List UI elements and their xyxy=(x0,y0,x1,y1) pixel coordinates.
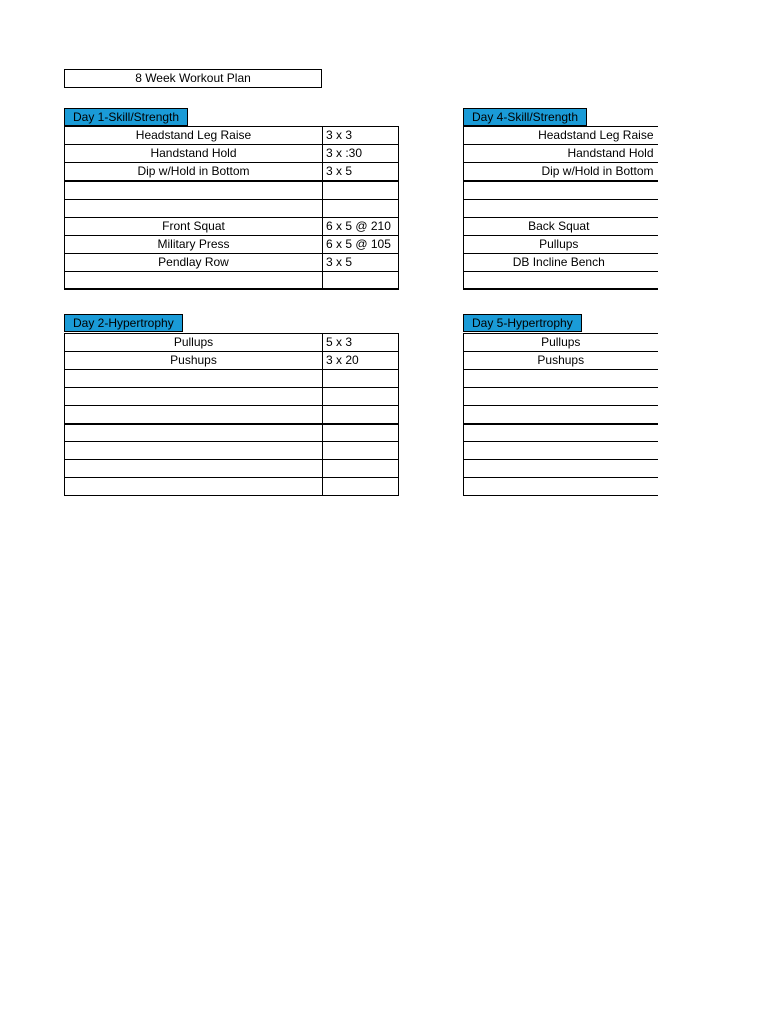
exercise-cell: Pullups xyxy=(464,334,658,352)
day-4-label: Day 4-Skill/Strength xyxy=(463,108,587,126)
table-row xyxy=(464,352,658,370)
table-row xyxy=(65,388,399,406)
table-row xyxy=(65,424,399,442)
table-row xyxy=(65,406,399,424)
table-row xyxy=(65,478,399,496)
table-row xyxy=(65,334,399,352)
table-row xyxy=(65,217,399,235)
exercise-cell xyxy=(65,370,323,388)
table-row xyxy=(65,145,399,163)
table-row xyxy=(464,478,658,496)
exercise-cell: Handstand Hold xyxy=(65,145,323,163)
sets-cell xyxy=(323,181,399,199)
exercise-cell: Front Squat xyxy=(65,217,323,235)
day-1-table xyxy=(64,126,399,290)
table-row xyxy=(65,235,399,253)
sets-cell: 6 x 5 @ 210 xyxy=(323,217,399,235)
sets-cell: 3 x 20 xyxy=(323,352,399,370)
plan-title: 8 Week Workout Plan xyxy=(64,69,322,88)
table-row xyxy=(65,442,399,460)
sets-cell: 3 x 5 xyxy=(323,163,399,182)
exercise-cell xyxy=(464,388,658,406)
table-row xyxy=(464,406,658,424)
table-row xyxy=(65,181,399,199)
table-row xyxy=(65,127,399,145)
exercise-cell xyxy=(464,442,658,460)
exercise-cell: Military Press xyxy=(65,235,323,253)
table-row xyxy=(464,199,658,217)
table-row xyxy=(65,163,399,182)
table-row xyxy=(464,334,658,352)
exercise-cell: Pullups xyxy=(464,235,658,253)
table-row xyxy=(65,199,399,217)
day-2-table xyxy=(64,333,399,496)
table-row xyxy=(464,460,658,478)
sets-cell xyxy=(323,388,399,406)
exercise-cell: Pendlay Row xyxy=(65,253,323,271)
table-row xyxy=(65,370,399,388)
exercise-cell xyxy=(464,271,658,289)
table-row xyxy=(464,163,658,182)
exercise-cell xyxy=(65,388,323,406)
exercise-cell xyxy=(464,460,658,478)
exercise-cell xyxy=(464,424,658,442)
exercise-cell: Back Squat xyxy=(464,217,658,235)
table-row xyxy=(464,253,658,271)
table-row xyxy=(65,271,399,289)
sets-cell xyxy=(323,478,399,496)
table-row xyxy=(464,181,658,199)
sets-cell: 3 x 5 xyxy=(323,253,399,271)
sets-cell: 6 x 5 @ 105 xyxy=(323,235,399,253)
sets-cell: 3 x 3 xyxy=(323,127,399,145)
day-1-label: Day 1-Skill/Strength xyxy=(64,108,188,126)
exercise-cell: Pushups xyxy=(464,352,658,370)
sets-cell xyxy=(323,424,399,442)
day-2-label: Day 2-Hypertrophy xyxy=(64,314,183,332)
exercise-cell: Handstand Hold xyxy=(464,145,658,163)
table-row xyxy=(464,442,658,460)
day-5-table xyxy=(463,333,658,496)
exercise-cell xyxy=(65,442,323,460)
exercise-cell xyxy=(65,478,323,496)
exercise-cell xyxy=(65,199,323,217)
sets-cell: 5 x 3 xyxy=(323,334,399,352)
sets-cell: 3 x :30 xyxy=(323,145,399,163)
table-row xyxy=(464,388,658,406)
table-row xyxy=(464,370,658,388)
day-5-label: Day 5-Hypertrophy xyxy=(463,314,582,332)
exercise-cell xyxy=(65,406,323,424)
sets-cell xyxy=(323,271,399,289)
exercise-cell: Headstand Leg Raise xyxy=(65,127,323,145)
sets-cell xyxy=(323,460,399,478)
table-row xyxy=(464,235,658,253)
exercise-cell xyxy=(65,181,323,199)
exercise-cell: Dip w/Hold in Bottom xyxy=(65,163,323,182)
table-row xyxy=(464,217,658,235)
table-row xyxy=(464,127,658,145)
table-row xyxy=(464,424,658,442)
day-4-table xyxy=(463,126,658,290)
table-row xyxy=(464,145,658,163)
exercise-cell: Dip w/Hold in Bottom xyxy=(464,163,658,182)
exercise-cell xyxy=(464,406,658,424)
exercise-cell: Pushups xyxy=(65,352,323,370)
exercise-cell: DB Incline Bench xyxy=(464,253,658,271)
table-row xyxy=(65,460,399,478)
exercise-cell xyxy=(464,370,658,388)
table-row xyxy=(65,352,399,370)
exercise-cell xyxy=(464,199,658,217)
table-row xyxy=(65,253,399,271)
table-row xyxy=(464,271,658,289)
sets-cell xyxy=(323,406,399,424)
exercise-cell: Headstand Leg Raise xyxy=(464,127,658,145)
exercise-cell xyxy=(65,460,323,478)
exercise-cell xyxy=(65,271,323,289)
sets-cell xyxy=(323,442,399,460)
exercise-cell: Pullups xyxy=(65,334,323,352)
sets-cell xyxy=(323,199,399,217)
exercise-cell xyxy=(464,181,658,199)
exercise-cell xyxy=(464,478,658,496)
sets-cell xyxy=(323,370,399,388)
exercise-cell xyxy=(65,424,323,442)
